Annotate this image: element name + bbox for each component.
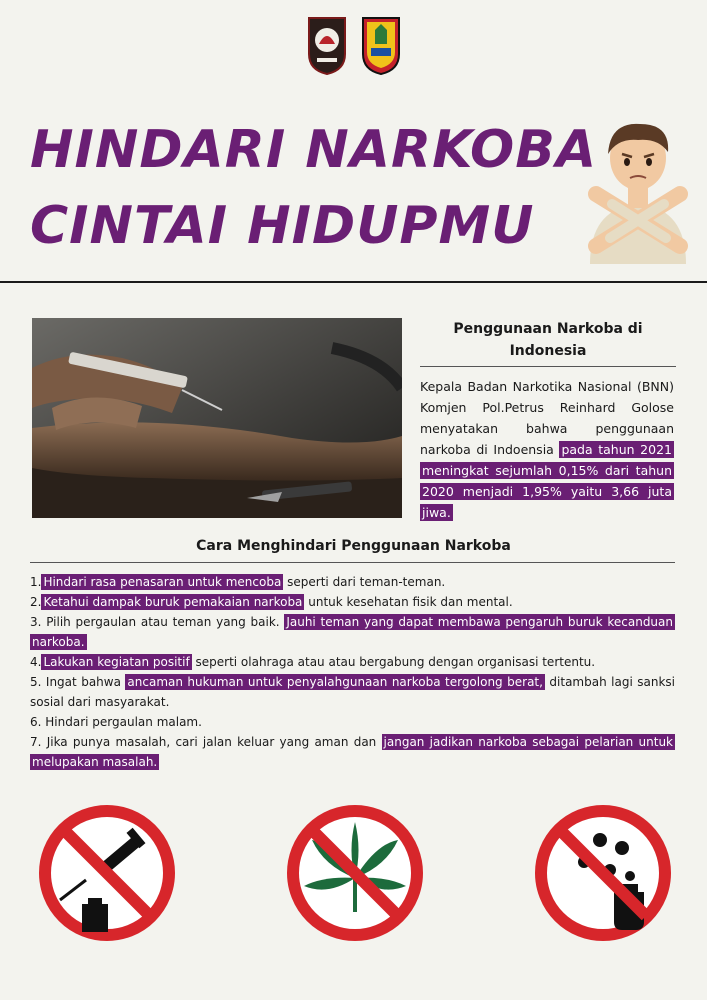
step-number: 3. [30, 615, 42, 629]
info-body-text: Kepala Badan Narkotika Nasional (BNN) Komjen Pol.Petrus Reinhard Golose menyatakan bahwa penggunaan narkoba di Indoensia [420, 379, 674, 457]
university-logo [305, 14, 349, 76]
steps-list [30, 572, 675, 772]
regional-emblem-logo [359, 14, 403, 76]
step-highlight: Ketahui dampak buruk pemakaian narkoba [43, 595, 303, 609]
list-item [30, 732, 675, 772]
boy-refusing-illustration [582, 112, 694, 264]
no-syringe-icon [34, 800, 180, 946]
list-item [30, 612, 675, 652]
step-highlight: ancaman hukuman untuk penyalahgunaan narkoba tergolong berat, [127, 675, 543, 689]
info-body-highlight: pada tahun 2021 meningkat sejumlah 0,15% dari tahun 2020 menjadi 1,95% yaitu 3,66 juta jiwa. [422, 442, 672, 520]
logos [0, 14, 707, 76]
list-item [30, 592, 675, 612]
list-item [30, 672, 675, 712]
step-number: 7. [30, 735, 42, 749]
info-title: Penggunaan Narkoba di Indonesia [453, 321, 643, 359]
section-title: Cara Menghindari Penggunaan Narkoba [196, 538, 511, 554]
no-cannabis-icon [282, 800, 428, 946]
step-number: 1. [30, 575, 42, 589]
step-number: 2. [30, 595, 42, 609]
step-text: Hindari pergaulan malam. [41, 715, 202, 729]
list-item [30, 712, 675, 732]
step-text: ditambah lagi sanksi sosial dari masyarakat. [30, 675, 675, 709]
step-number: 5. [30, 675, 42, 689]
step-text: Jika punya masalah, cari jalan keluar yang aman dan [41, 735, 382, 749]
list-item [30, 572, 675, 592]
step-text: Pilih pergaulan atau teman yang baik. [41, 615, 285, 629]
step-number: 4. [30, 655, 42, 669]
header-divider [0, 281, 707, 283]
step-text: Ingat bahwa [41, 675, 126, 689]
section-divider [30, 562, 675, 563]
step-highlight: Hindari rasa penasaran untuk mencoba [43, 575, 282, 589]
step-highlight: jangan jadikan narkoba sebagai pelarian untuk melupakan masalah. [32, 735, 673, 769]
title-line-2: CINTAI HIDUPMU [30, 196, 535, 256]
title-line-1: HINDARI NARKOBA [30, 120, 598, 180]
prohibition-icons [0, 800, 707, 950]
step-number: 6. [30, 715, 42, 729]
step-highlight: Lakukan kegiatan positif [43, 655, 190, 669]
step-text: seperti olahraga atau atau bergabung dengan organisasi tertentu. [191, 655, 596, 669]
info-divider [420, 366, 676, 367]
step-text: untuk kesehatan fisik dan mental. [304, 595, 513, 609]
no-pills-icon [530, 800, 676, 946]
step-highlight: Jauhi teman yang dapat membawa pengaruh buruk kecanduan narkoba. [32, 615, 673, 649]
page-title [30, 112, 598, 264]
info-body [420, 376, 674, 523]
list-item [30, 652, 675, 672]
drug-injection-photo [32, 318, 402, 518]
step-text: seperti dari teman-teman. [283, 575, 446, 589]
